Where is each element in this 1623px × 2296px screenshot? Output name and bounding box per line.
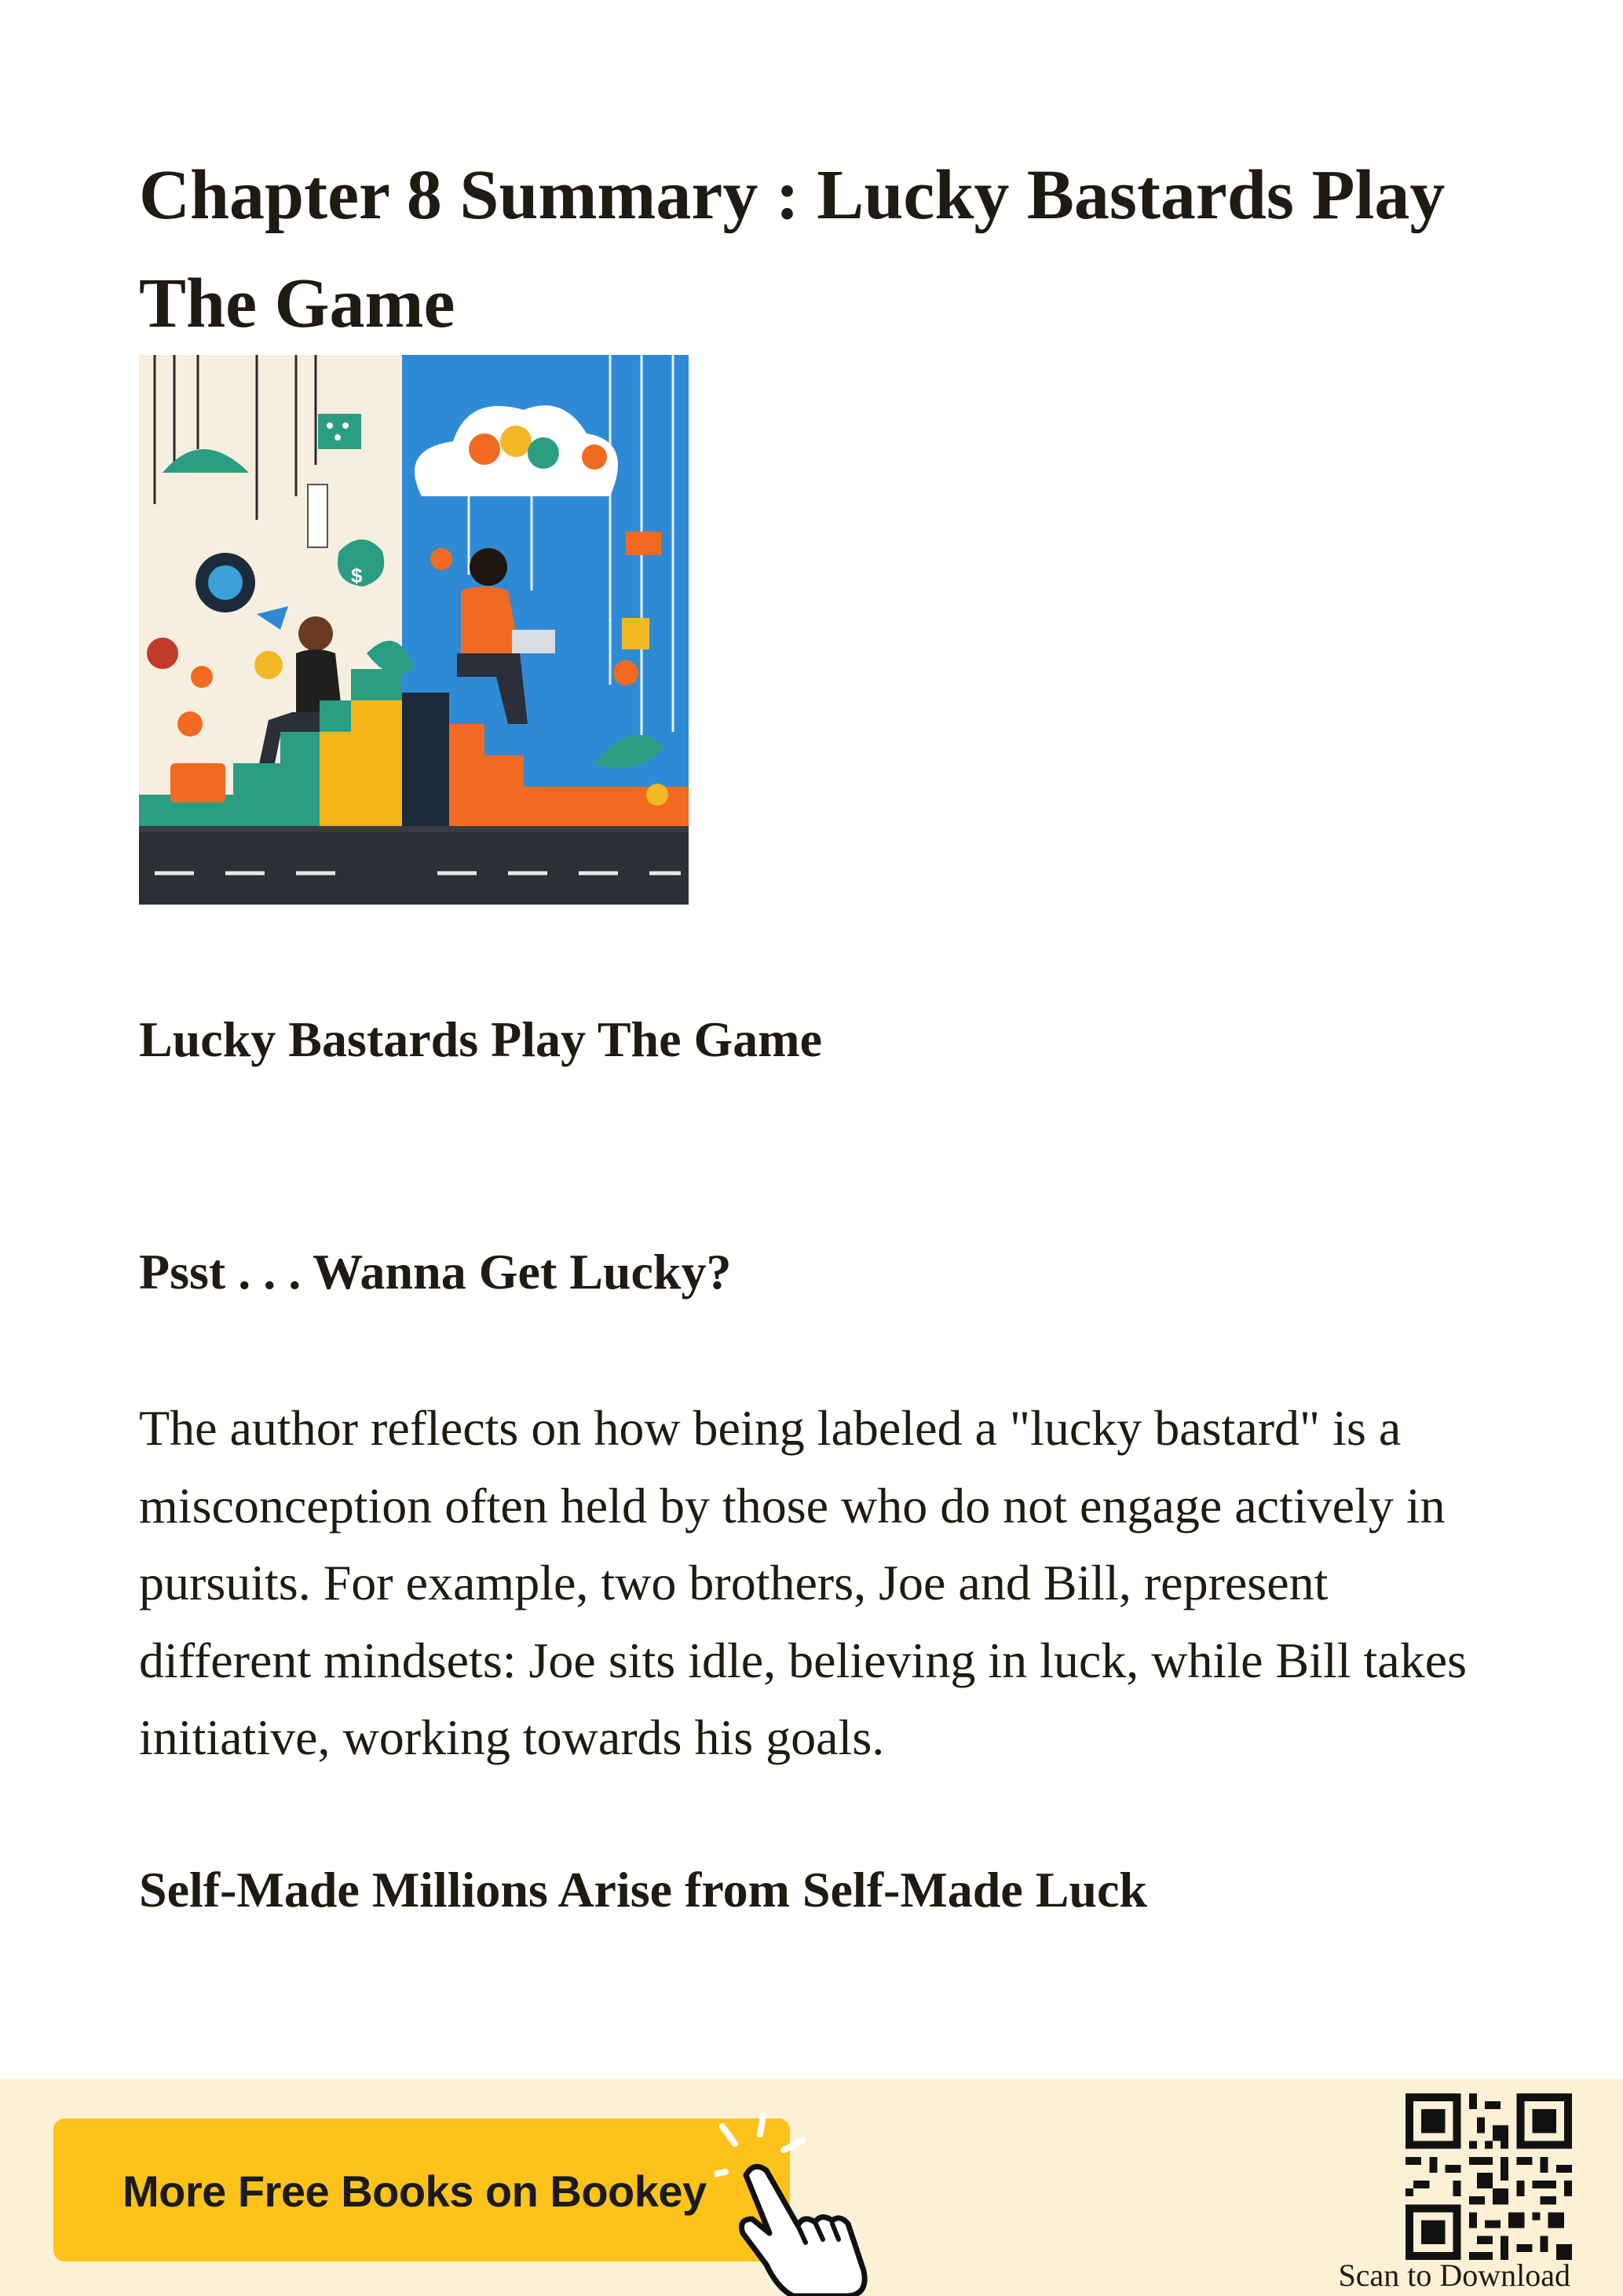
subheading-psst: Psst . . . Wanna Get Lucky? [139,1244,732,1300]
qr-code[interactable] [1406,2093,1572,2260]
scan-to-download-label: Scan to Download [1338,2258,1570,2293]
more-free-books-button[interactable] [53,2119,790,2261]
chapter-illustration [139,355,689,905]
svg-text:$: $ [351,564,363,587]
pointing-hand-icon [715,2112,887,2296]
cta-label: More Free Books on Bookey [122,2166,707,2216]
subheading-self-made: Self-Made Millions Arise from Self-Made Luck [139,1862,1147,1918]
body-paragraph: The author reflects on how being labeled a "lucky bastard" is a misconception often held by those who do not engage actively in pursuits. For example, two brothers, Joe and Bill, represent different mindsets: Joe sits idle, believing in luck, while Bill takes initiative, working towards his goals. [139,1400,1467,1765]
chapter-title: Chapter 8 Summary : Lucky Bastards Play The Game [139,156,1446,342]
section-heading: Lucky Bastards Play The Game [139,1011,822,1067]
